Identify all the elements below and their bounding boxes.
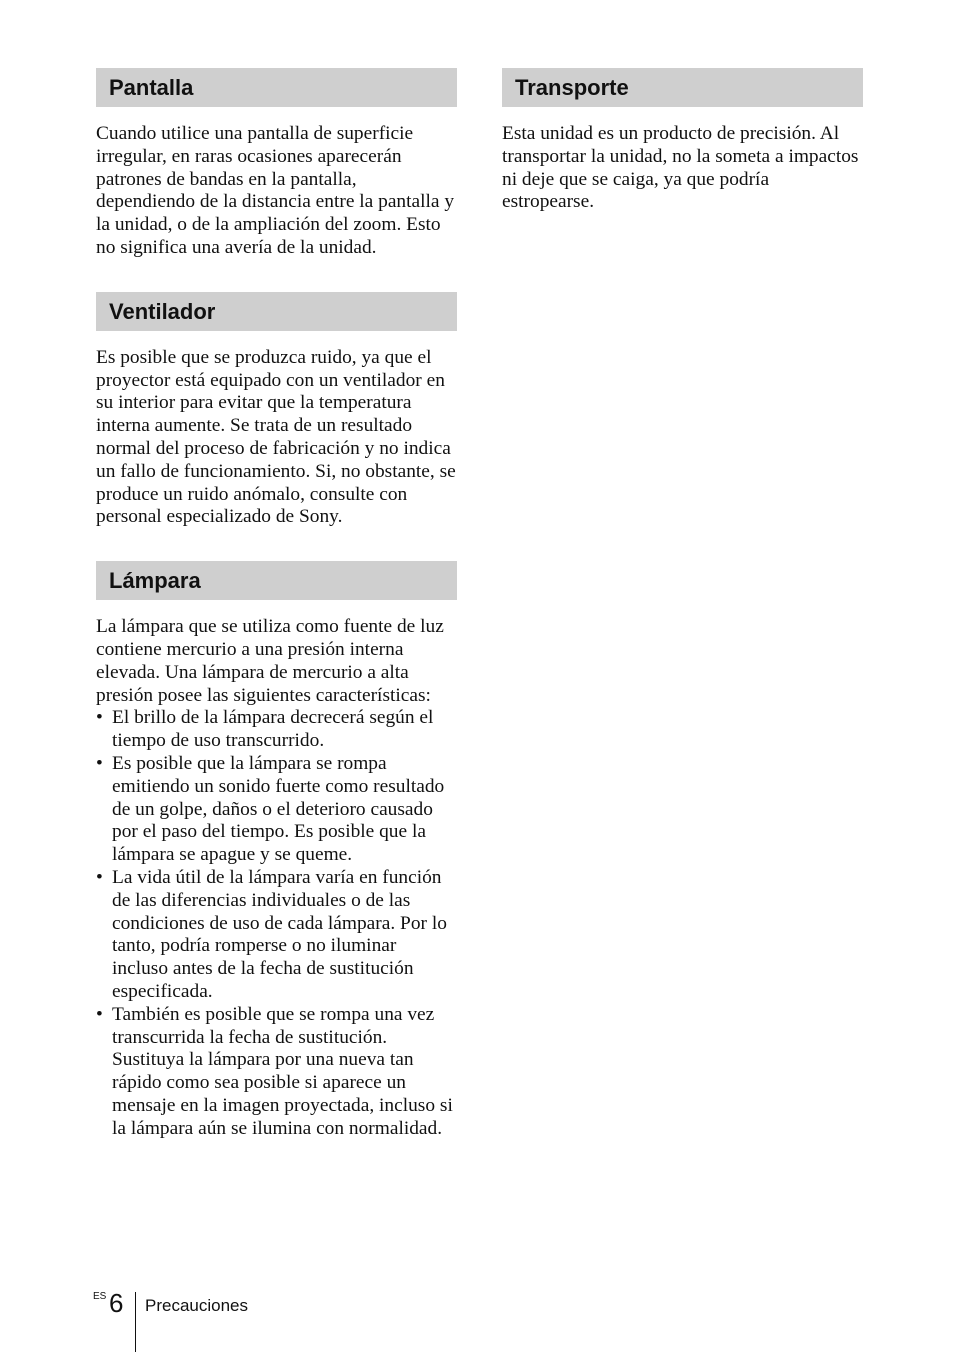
section-text-pantalla: Cuando utilice una pantalla de superficie irregular, en raras ocasiones aparecerán patrones de bandas en la pantalla, dependiendo de la distancia entre la pantalla y la unidad, o de la ampliación del zoom. Esto no significa una avería de la unidad.	[96, 123, 455, 258]
bullet-text: También es posible que se rompa una vez transcurrida la fecha de sustitución. Sustituya la lámpara por una nueva tan rápido como sea posible si aparece un mensaje en la imagen proyectada, incluso si la lámpara aún se ilumina con normalidad.	[112, 1003, 453, 1139]
bullet-text: La vida útil de la lámpara varía en función de las diferencias individuales o de las condiciones de uso de cada lámpara. Por lo tanto, podría romperse o no iluminar incluso antes de la fecha de sustitución especificada.	[112, 866, 447, 1002]
list-item	[96, 1004, 457, 1141]
section-intro-lampara: La lámpara que se utiliza como fuente de luz contiene mercurio a una presión interna elevada. Una lámpara de mercurio a alta presión posee las siguientes características:	[96, 616, 444, 706]
footer-section-name: Precauciones	[145, 1296, 249, 1315]
bullet-icon: •	[96, 866, 103, 888]
lampara-bullet-list	[96, 707, 457, 1140]
section-heading-ventilador: Ventilador	[96, 292, 457, 331]
footer-divider	[135, 1292, 136, 1352]
section-ventilador	[96, 292, 457, 529]
section-text-transporte: Esta unidad es un producto de precisión. Al transportar la unidad, no la someta a impactos ni deje que se caiga, ya que podría estropearse.	[502, 123, 859, 213]
bullet-icon: •	[96, 707, 103, 729]
right-column	[502, 68, 863, 246]
bullet-icon: •	[96, 752, 103, 774]
list-item	[96, 707, 457, 753]
section-heading-lampara: Lámpara	[96, 561, 457, 600]
section-heading-pantalla: Pantalla	[96, 68, 457, 107]
section-pantalla	[96, 68, 457, 260]
page-number: 6	[109, 1288, 124, 1318]
list-item	[96, 753, 457, 867]
bullet-text: Es posible que la lámpara se rompa emitiendo un sonido fuerte como resultado de un golpe, daños o el deterioro causado por el paso del tiempo. Es posible que la lámpara se apague y se queme.	[112, 752, 445, 866]
bullet-icon: •	[96, 1003, 103, 1025]
section-text-ventilador: Es posible que se produzca ruido, ya que el proyector está equipado con un ventilador en su interior para evitar que la temperatura interna aumente. Se trata de un resultado normal del proceso de fabricación y no indica un fallo de funcionamiento. Si, no obstante, se produce un ruido anómalo, consulte con personal especializado de Sony.	[96, 346, 456, 528]
language-code: ES	[93, 1291, 107, 1302]
section-transporte	[502, 68, 863, 214]
section-heading-transporte: Transporte	[502, 68, 863, 107]
left-column	[96, 68, 457, 1172]
list-item	[96, 867, 457, 1004]
bullet-text: El brillo de la lámpara decrecerá según el tiempo de uso transcurrido.	[112, 707, 434, 752]
section-lampara	[96, 561, 457, 1140]
